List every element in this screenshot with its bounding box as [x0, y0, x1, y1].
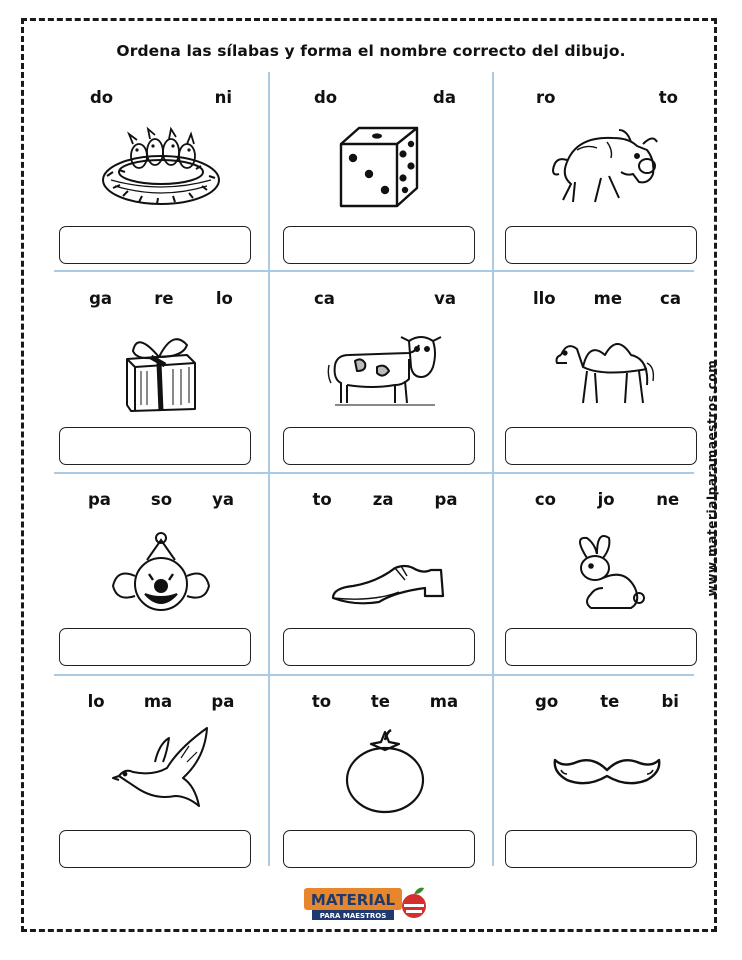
- website-url: www.materialparamaestros.com: [705, 359, 719, 597]
- answer-box[interactable]: [59, 226, 251, 264]
- syllable: co: [534, 490, 556, 509]
- tomato-illustration: [325, 718, 445, 818]
- logo-sub-text: PARA MAESTROS: [319, 912, 387, 920]
- syllable: ga: [89, 289, 113, 308]
- syllable: da: [433, 88, 456, 107]
- answer-box[interactable]: [505, 226, 697, 264]
- exercise-cell: [50, 287, 272, 487]
- exercise-cell: [274, 287, 496, 487]
- syllables: [514, 287, 700, 311]
- syllable: do: [90, 88, 114, 107]
- exercise-cell: [50, 690, 272, 890]
- exercise-cell: [496, 690, 718, 890]
- exercise-cell: [50, 86, 272, 286]
- syllable: llo: [533, 289, 556, 308]
- syllable: pa: [87, 490, 111, 509]
- bull-illustration: [547, 114, 667, 214]
- syllable: to: [658, 88, 678, 107]
- logo-main-text: MATERIAL: [310, 891, 396, 909]
- dice-illustration: [325, 114, 445, 214]
- syllables: [514, 488, 700, 512]
- exercise-cell: [496, 86, 718, 286]
- syllable: ni: [214, 88, 232, 107]
- syllables: [514, 86, 700, 110]
- syllable: te: [370, 692, 390, 711]
- syllables: [292, 86, 478, 110]
- answer-box[interactable]: [59, 830, 251, 868]
- camel-illustration: [547, 315, 667, 415]
- syllable: to: [311, 692, 332, 711]
- answer-box[interactable]: [59, 427, 251, 465]
- syllable: ca: [314, 289, 335, 308]
- syllable: ma: [429, 692, 459, 711]
- answer-box[interactable]: [59, 628, 251, 666]
- dove-illustration: [101, 718, 221, 818]
- syllable: jo: [597, 490, 615, 509]
- syllable: lo: [87, 692, 105, 711]
- syllable: ma: [143, 692, 173, 711]
- syllable: te: [600, 692, 620, 711]
- answer-box[interactable]: [505, 628, 697, 666]
- material-para-maestros-logo: [302, 884, 432, 924]
- syllable: go: [535, 692, 559, 711]
- syllable: bi: [661, 692, 679, 711]
- syllable: za: [372, 490, 394, 509]
- mustache-illustration: [547, 718, 667, 818]
- exercise-cell: [274, 488, 496, 688]
- syllable: va: [434, 289, 456, 308]
- shoe-illustration: [325, 516, 445, 616]
- syllable: me: [593, 289, 623, 308]
- syllables: [292, 488, 478, 512]
- syllable: pa: [434, 490, 458, 509]
- syllables: [292, 287, 478, 311]
- clown-illustration: [101, 516, 221, 616]
- exercise-cell: [274, 690, 496, 890]
- syllables: [68, 488, 254, 512]
- exercise-cell: [50, 488, 272, 688]
- exercise-cell: [496, 488, 718, 688]
- syllable: ne: [656, 490, 680, 509]
- answer-box[interactable]: [283, 427, 475, 465]
- answer-box[interactable]: [505, 427, 697, 465]
- cow-illustration: [325, 315, 445, 415]
- rabbit-illustration: [547, 516, 667, 616]
- syllable: lo: [215, 289, 233, 308]
- syllables: [292, 690, 478, 714]
- syllable: so: [150, 490, 173, 509]
- answer-box[interactable]: [283, 628, 475, 666]
- syllable: to: [312, 490, 332, 509]
- nest-illustration: [101, 114, 221, 214]
- instructions-title: Ordena las sílabas y forma el nombre correcto del dibujo.: [116, 42, 626, 60]
- syllable: pa: [211, 692, 235, 711]
- answer-box[interactable]: [283, 226, 475, 264]
- syllable: ya: [212, 490, 234, 509]
- syllables: [68, 690, 254, 714]
- exercise-cell: [496, 287, 718, 487]
- syllables: [514, 690, 700, 714]
- exercise-cell: [274, 86, 496, 286]
- syllable: ro: [536, 88, 556, 107]
- syllables: [68, 86, 254, 110]
- answer-box[interactable]: [505, 830, 697, 868]
- syllable: do: [314, 88, 338, 107]
- syllable: ca: [660, 289, 681, 308]
- gift-box-illustration: [101, 315, 221, 415]
- syllables: [68, 287, 254, 311]
- answer-box[interactable]: [283, 830, 475, 868]
- syllable: re: [154, 289, 174, 308]
